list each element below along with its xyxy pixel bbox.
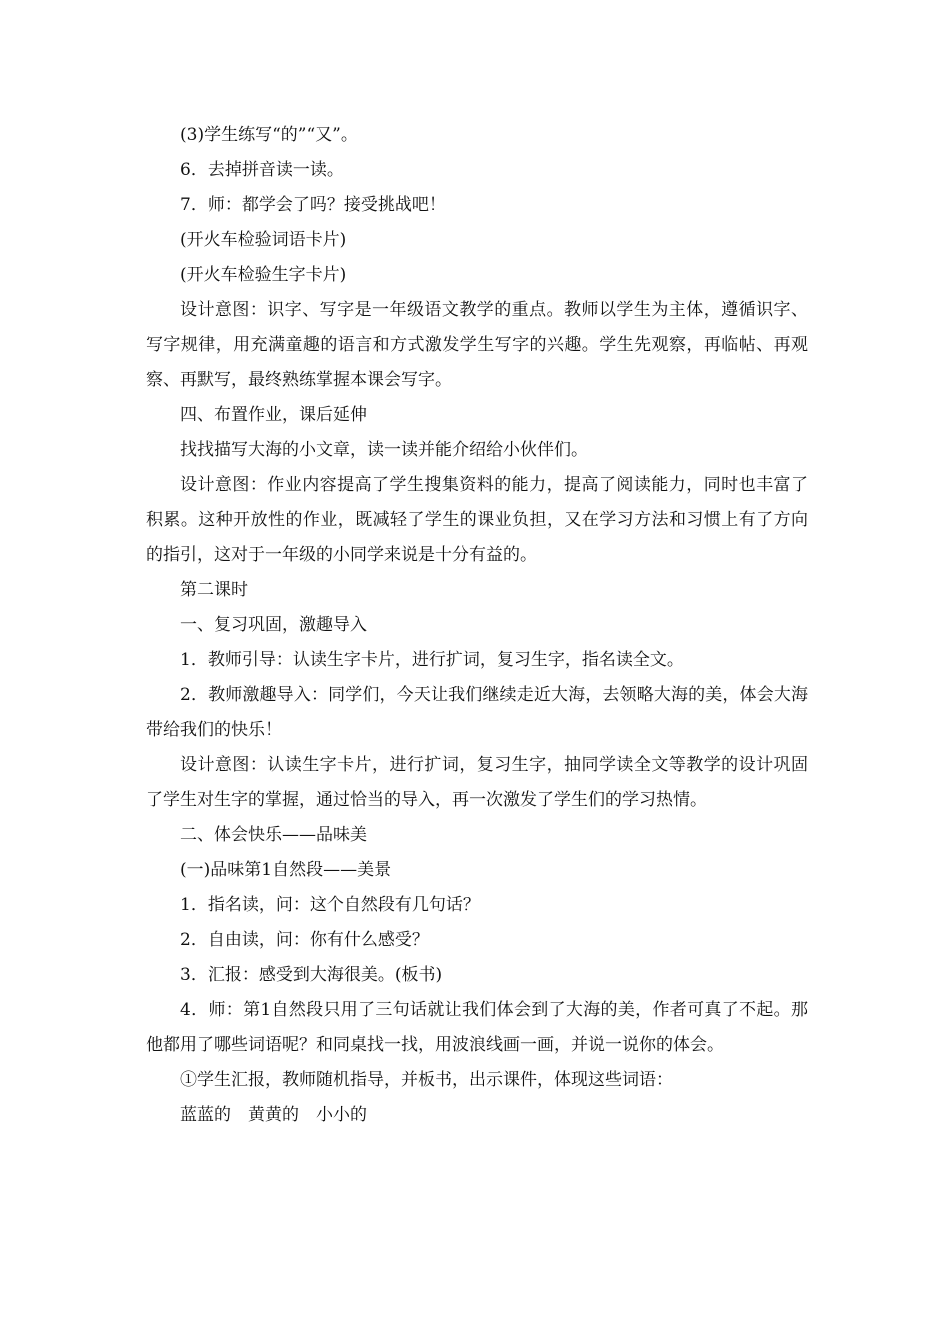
paragraph-teacher-question: 4．师：第1自然段只用了三句话就让我们体会到了大海的美，作者可真了不起。那他都用了哪些词语呢？和同桌找一找，用波浪线画一画，并说一说你的体会。 [146, 1000, 808, 1055]
paragraph-words: 蓝蓝的 黄黄的 小小的 [180, 1105, 367, 1125]
paragraph-design-intent-3: 设计意图：认读生字卡片，进行扩词，复习生字，抽同学读全文等教学的设计巩固了学生对生字的掌握，通过恰当的导入，再一次激发了学生们的学习热情。 [146, 755, 808, 810]
document-body [146, 118, 808, 1133]
heading-experience-joy: 二、体会快乐——品味美 [180, 825, 367, 845]
paragraph-free-reading: 2．自由读，问：你有什么感受？ [180, 930, 429, 950]
paragraph-name-reading: 1．指名读，问：这个自然段有几句话？ [180, 895, 480, 915]
heading-review: 一、复习巩固，激趣导入 [180, 615, 367, 635]
paragraph-practice-writing: (3)学生练写“的”“又”。 [180, 125, 358, 145]
paragraph-word-cards: (开火车检验词语卡片) [180, 230, 347, 250]
paragraph-student-report: ①学生汇报，教师随机指导，并板书，出示课件，体现这些词语： [180, 1070, 673, 1090]
paragraph-read-without-pinyin: 6．去掉拼音读一读。 [180, 160, 344, 180]
paragraph-report: 3．汇报：感受到大海很美。(板书) [180, 965, 443, 985]
paragraph-design-intent-1: 设计意图：识字、写字是一年级语文教学的重点。教师以学生为主体，遵循识字、写字规律，用充满童趣的语言和方式激发学生写字的兴趣。学生先观察，再临帖、再观察、再默写，最终熟练掌握本课会写字。 [146, 300, 808, 390]
paragraph-character-cards: (开火车检验生字卡片) [180, 265, 347, 285]
heading-second-lesson: 第二课时 [180, 580, 248, 600]
paragraph-homework: 找找描写大海的小文章，读一读并能介绍给小伙伴们。 [180, 440, 588, 460]
paragraph-teacher-guidance: 1．教师引导：认读生字卡片，进行扩词，复习生字，指名读全文。 [180, 650, 684, 670]
heading-paragraph-one: (一)品味第1自然段——美景 [180, 860, 392, 880]
heading-homework: 四、布置作业，课后延伸 [180, 405, 367, 425]
paragraph-design-intent-2: 设计意图：作业内容提高了学生搜集资料的能力，提高了阅读能力，同时也丰富了积累。这种开放性的作业，既减轻了学生的课业负担，又在学习方法和习惯上有了方向的指引，这对于一年级的小同学来说是十分有益的。 [146, 475, 808, 565]
paragraph-challenge: 7．师：都学会了吗？接受挑战吧！ [180, 195, 446, 215]
paragraph-teacher-intro: 2．教师激趣导入：同学们，今天让我们继续走近大海，去领略大海的美，体会大海带给我们的快乐！ [146, 685, 808, 740]
